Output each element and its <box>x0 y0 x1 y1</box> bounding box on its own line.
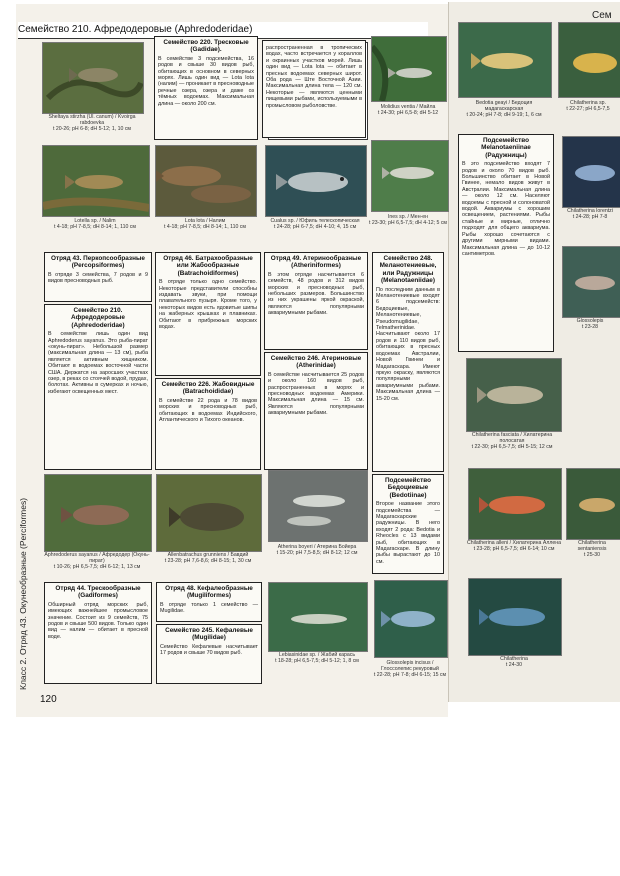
photo-caption: Bedotia geayi / Бедоция мадагаскарская t 20-24; pH 7-8; dH 9-19; 1, 6 см <box>466 100 542 118</box>
fish-image <box>372 141 448 211</box>
sidebar-classification <box>18 676 32 690</box>
info-box-mugilidae: Семейство 245. Кефалевые (Mugilidae) Семейство Кефалевые насчитывает 17 родов и свыше 70 видов рыб. <box>156 624 262 684</box>
page-header: Семейство 210. Афредодеровые (Aphredoderidae) <box>18 22 428 39</box>
photo-caption: Chilatherina sp. t 22-27; pH 6,5-7,5 <box>566 100 610 112</box>
info-box-gadiformes: Отряд 44. Трескообразные (Gadiformes) Обширный отряд морских рыб, имеющих важнейшее промысловое значение. Состоит из 9 семейств, 75 родов и свыше 500 видов. Только один вид — налим — обитает в пресной воде. <box>44 582 152 684</box>
fish-photo <box>42 145 150 217</box>
info-box-melanotaeniinae: Подсемейство Melanotaeniinae (Радужницы) В это подсемейство входят 7 родов и около 70 видов рыб. Большинство обитает в Новой Гвинее, немало видов живут в Австралии. Максимальная длина — около 12 см. Населяют водоемы с пресной и солоноватой водой. Аквариумы с хорошим освещением, растениями. Рыбы стайные и мирные, отлично подходят для общего аквариума. Рыбы хорошо сочетаются с другими мирными видами. Максимальная длина — до 10-12 сантиметров. <box>458 134 554 352</box>
photo-caption: Sheltaya stirzha (Ul. canum) / Kvoirga rabdoevka t 20-26; pH 6-8; dH 5-12; 1, 10 см <box>48 114 136 132</box>
info-box-mugiliformes: Отряд 48. Кефалеобразные (Mugiliformes) В отряде только 1 семейство — Mugilidae. <box>156 582 262 622</box>
fish-photo <box>466 358 562 432</box>
photo-caption: Allenbatrachus grunniens / Бавдий t 23-28; pH 7,6-8,6; dH 8-15; 1, 30 см <box>164 552 252 564</box>
fish-image <box>563 247 620 317</box>
info-box-atheriniformes: Отряд 49. Атеринообразные (Atheriniformes) В этом отряде насчитывается 6 семейств, 48 родов и 312 видов морских и пресноводных рыб, небольших размеров. Большинство из них украшены яркой окраской, являются популярными аквариумными рыбами. <box>264 252 368 350</box>
info-box-percopsiformes: Отряд 43. Перкопсообразные (Percopsiformes) В отряде 3 семейства, 7 родов и 9 видов пресноводных рыб. <box>44 252 152 302</box>
fish-image <box>157 475 261 551</box>
fish-image <box>467 359 561 431</box>
info-box-gadidae: Семейство 220. Тресковые (Gadidae). В семействе 3 подсемейства, 16 родов и свыше 30 видов рыб, обитающих в основном в северных морях. Лишь один вид — Lota lota (налим) — проникает в пресноводные речные озера, озера и даже оз тёмных водоемах. Максимальная длина — около 200 см. <box>154 36 258 140</box>
fish-photo <box>458 22 552 98</box>
fish-photo <box>468 578 562 656</box>
fish-photo <box>371 140 449 212</box>
photo-caption: Molidius ventia / Майла t 24-30; pH 6,5-8; dH 5-12 <box>377 104 439 116</box>
fish-image <box>559 23 620 97</box>
fish-photo <box>265 145 367 217</box>
fish-image <box>156 146 256 216</box>
fish-image <box>269 583 367 651</box>
photo-caption: Chilatherina lorentzi t 24-28; pH 7-8 <box>567 208 613 220</box>
photo-caption: Chilatherina sentaniensis t 25-30 <box>577 540 607 558</box>
photo-caption: Lota lota / Налим t 4-18; pH 7-8,5; dH 8-14; 1, 110 см <box>164 218 246 230</box>
fish-image <box>459 23 551 97</box>
fish-photo <box>562 136 620 208</box>
fish-photo <box>155 145 257 217</box>
fish-photo <box>156 474 262 552</box>
photo-caption: Glossolepis incisus / Глоссолепис рекуровый t 22-28; pH 7-8; dH 6-15; 15 см <box>373 660 447 678</box>
info-box-aphredoderidae: Семейство 210. Афредодеровые (Aphredoderidae) В семействе лишь один вид Aphredoderus sayanus. Это рыба-пират «окунь-пират». Небольшой размер (максимальная длина — 13 см), рыба является активным хищником. Обитают в водоемах восточной части США. Держатся на заросших участках озер, в реках со стоячей водой, прудах, болотах. Активны в сумерках и ночью, избегают освещенных мест. <box>44 304 152 470</box>
info-box-melanotaeniidae: Семейство 248. Меланотениевые, или Радужницы (Melanotaeniidae) По последним данным в Меланотениевые входят 6 подсемейств: Бедоциевые, Меланотениевые, Pseudomugilidae, Telmatherinidae. Насчитывают около 17 родов и 110 видов рыб, обитающих в пресных водоемах Австралии, Новой Гвинеи и Мадагаскара. Имеют яркую окраску, являются популярными аквариумными рыбами. Максимальная длина — 15-20 см. <box>372 252 444 472</box>
fish-photo <box>268 582 368 652</box>
fish-image <box>43 43 143 113</box>
photo-caption: Atherina boyeri / Атерина Бойера t 15-20; pH 7,5-8,5; dH 8-12; 12 см <box>276 544 358 556</box>
fish-image <box>266 146 366 216</box>
fish-image <box>43 146 149 216</box>
fish-image <box>469 469 561 539</box>
fish-image <box>375 581 447 657</box>
photo-caption: Ines sp. / Мен-ен t 23-30; pH 6,5-7,5; dH 4-12; 5 см <box>369 214 447 226</box>
fish-photo <box>562 246 620 318</box>
fish-photo <box>566 468 620 540</box>
photo-caption: Lebiasinidae sp. / Жабий карась t 18-28; pH 6,5-7,5; dH 5-12; 1, 8 см <box>275 652 359 664</box>
photo-caption: Chilatherina fasciata / Хилатерина полосатая t 22-30; pH 6,5-7,5; dH 5-15; 12 см <box>471 432 553 450</box>
info-box-bedotiinae: Подсемейство Бедоциевые (Bedotiinae) Второе название этого подсемейства — Мадагаскарские радужницы. В него входят 2 рода: Bedotia и Rheocles с 13 видами рыб, обитающих в Мадагаскаре. В длину рыбы вырастают до 10 см. <box>372 474 444 574</box>
fish-image <box>563 137 620 207</box>
fish-image <box>469 579 561 655</box>
fish-image <box>567 469 620 539</box>
photo-caption: Aphredoderus sayanus / Афредодер (Окунь-пират) t 10-26; pH 6,5-7,5; dH 6-12; 1, 13 см <box>44 552 150 570</box>
fish-photo <box>268 470 368 542</box>
info-box-continuation: распространенная в тропических водах, часто встречается у кораллов и окраинных участков морей. Лишь один вид — Lota lota — обитает в пресных водоемах северных широт. Оба рода — Ште Восточной Азии. Максимальная длина тела — 120 см. Некоторые — являются ценными пищевыми рыбами, используемыми в промысловом рыболовстве. <box>262 40 366 138</box>
photo-caption: Glossolepis t 23-28 <box>576 318 604 330</box>
fish-photo <box>374 580 448 658</box>
right-page-header: Сем <box>592 10 612 21</box>
info-box-batrachoidiformes: Отряд 46. Батрахообразные или Жабообразные (Batrachoidiformes) В отряде только одно семейство. Некоторые представители способны издавать звуки, при помощи плавательного пузыря. Кроме того, у некоторых видов есть ядовитые шипы на жаберных крышках и плавниках. Обитают в прибрежных морских водах. <box>155 252 261 376</box>
fish-photo <box>371 36 447 102</box>
info-box-batrachoididae: Семейство 226. Жабовидные (Batrachoididae) В семействе 22 рода и 78 видов морских и пресноводных рыб, обитающих в водоемах Индийского, Атлантического и Тихого океанов. <box>155 378 261 470</box>
page-number: 120 <box>40 694 57 705</box>
photo-caption: Cualus sp. / Юфиль телескопическая t 24-28; pH 6-7,5; dH 4-10; 4, 15 см <box>270 218 360 230</box>
fish-image <box>45 475 151 551</box>
fish-image <box>269 471 367 541</box>
fish-photo <box>558 22 620 98</box>
info-box-atherinidae: Семейство 246. Атериновые (Atherinidae) В семействе насчитывается 25 родов и около 160 видов рыб, распространенных в морях и пресноводных водоемах Америки. Максимальная длина — 15 см. Являются популярными аквариумными рыбами. <box>264 352 368 470</box>
photo-caption: Chilatherina t 24-30 <box>500 656 528 668</box>
fish-photo <box>42 42 144 114</box>
photo-caption: Lotella sp. / Nalim t 4-18; pH 7-8,5; dH 8-14; 1, 110 см <box>54 218 136 230</box>
fish-photo <box>44 474 152 552</box>
fish-image <box>372 37 446 101</box>
fish-photo <box>468 468 562 540</box>
photo-caption: Chilatherina alleni / Хилатерина Аллена t 23-28; pH 6,5-7,5; dH 6-14; 10 см <box>466 540 562 552</box>
